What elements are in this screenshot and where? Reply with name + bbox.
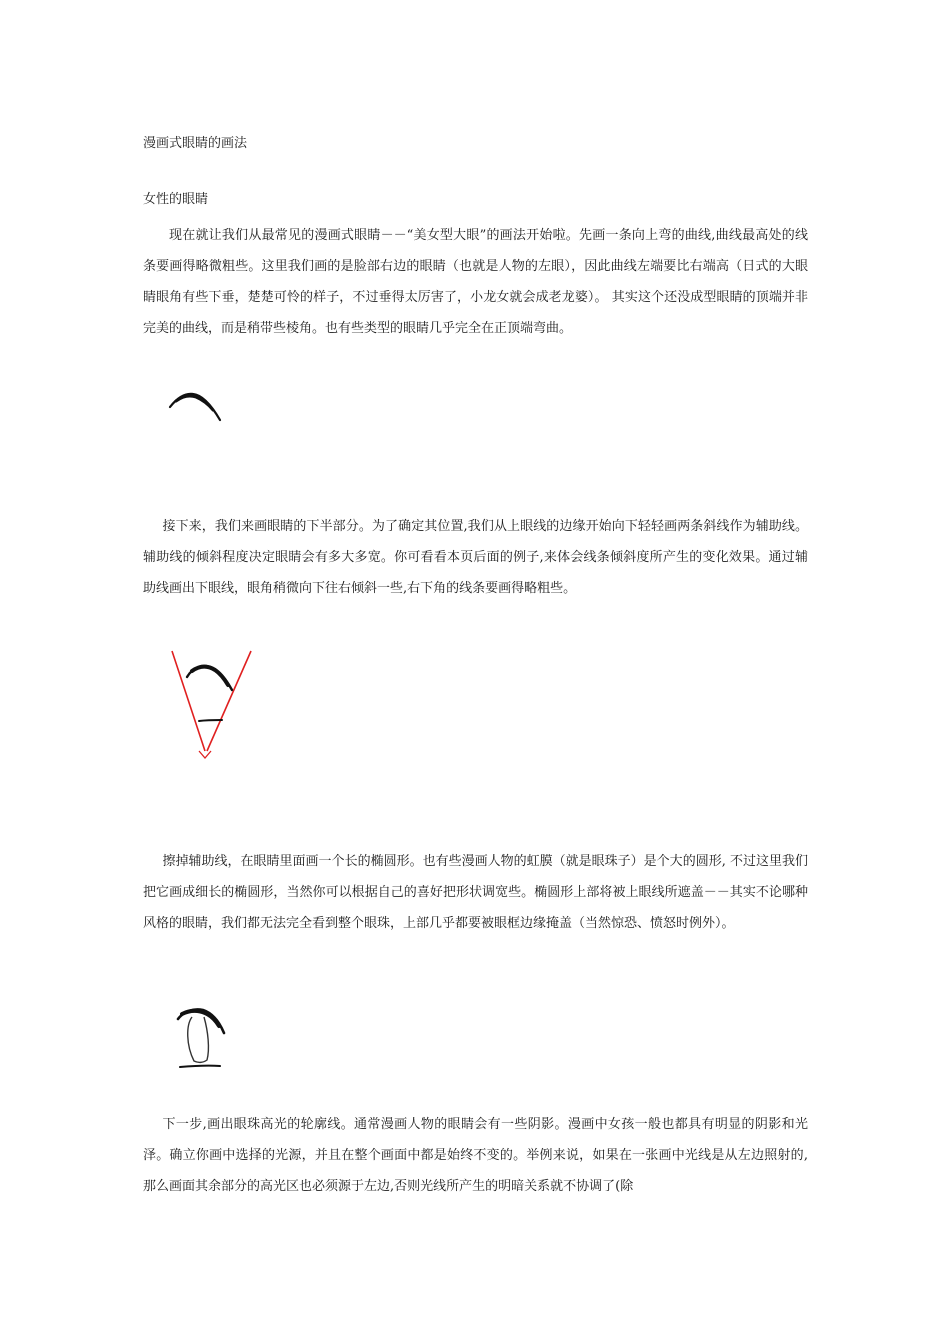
paragraph-upper-eyeline: 现在就让我们从最常见的漫画式眼睛－－“美女型大眼”的画法开始啦。先画一条向上弯的曲线,曲线最高处的线条要画得略微粗些。这里我们画的是脸部右边的眼睛（也就是人物的左眼），因此曲线左端要比右端高（日式的大眼睛眼角有些下垂，楚楚可怜的样子，不过垂得太厉害了，小龙女就会成老龙婆）。 其实这个还没成型眼睛的顶端并非完美的曲线，而是稍带些棱角。也有些类型的眼睛几乎完全在正顶端弯曲。 (143, 228, 808, 336)
section-title: 女性的眼睛 (143, 192, 209, 207)
guide-lines-illustration (165, 647, 261, 763)
iris-ellipse-illustration (170, 1005, 230, 1073)
paragraph-highlight: 下一步,画出眼珠高光的轮廓线。通常漫画人物的眼睛会有一些阴影。漫画中女孩一般也都具有明显的阴影和光泽。确立你画中选择的光源，并且在整个画面中都是始终不变的。举例来说，如果在一张画中光线是从左边照射的,那么画面其余部分的高光区也必须源于左边,否则光线所产生的明暗关系就不协调了(除 (143, 1117, 808, 1194)
page-title: 漫画式眼睛的画法 (143, 136, 248, 151)
upper-eyeline-illustration (163, 386, 227, 428)
paragraph-iris-ellipse: 擦掉辅助线，在眼睛里面画一个长的椭圆形。也有些漫画人物的虹膜（就是眼珠子）是个大的圆形, 不过这里我们把它画成细长的椭圆形，当然你可以根据自己的喜好把形状调宽些。椭圆形上部将被上眼线所遮盖－－其实不论哪种风格的眼睛，我们都无法完全看到整个眼珠，上部几乎都要被眼框边缘掩盖（当然惊恐、愤怒时例外）。 (143, 854, 808, 931)
paragraph-lower-eyeline: 接下来，我们来画眼睛的下半部分。为了确定其位置,我们从上眼线的边缘开始向下轻轻画两条斜线作为辅助线。辅助线的倾斜程度决定眼睛会有多大多宽。你可看看本页后面的例子,来体会线条倾斜度所产生的变化效果。通过辅助线画出下眼线，眼角稍微向下往右倾斜一些,右下角的线条要画得略粗些。 (143, 519, 808, 596)
